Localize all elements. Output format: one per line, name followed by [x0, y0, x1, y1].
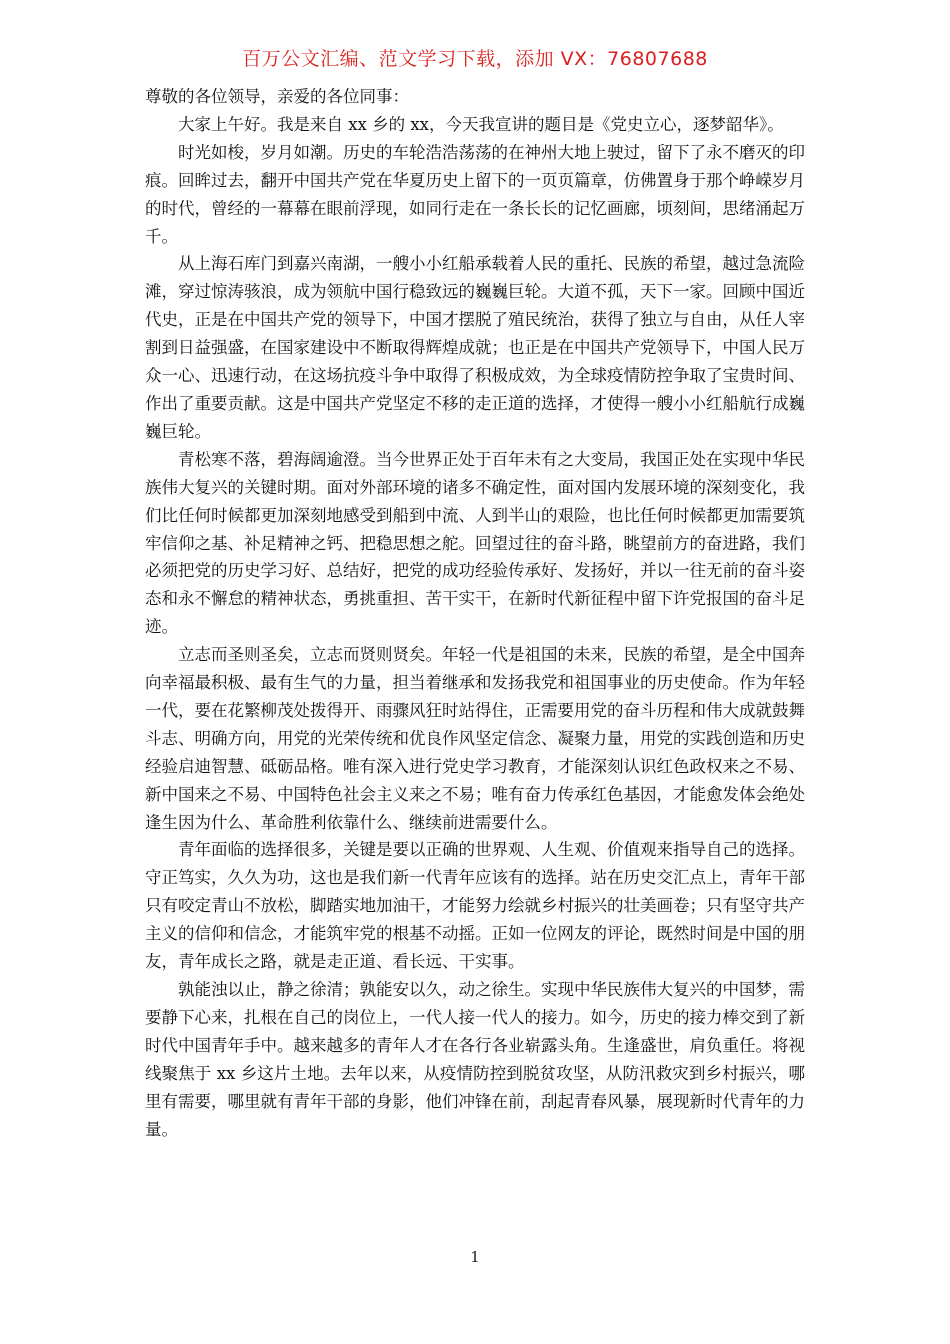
paragraph-greeting: 大家上午好。我是来自 xx 乡的 xx，今天我宣讲的题目是《党史立心，逐梦韶华》。 — [178, 114, 784, 134]
paragraph-red-boat: 从上海石库门到嘉兴南湖，一艘小小红船承载着人民的重托、民族的希望，越过急流险滩，穿过惊涛骇浪，成为领航中国行稳致远的巍巍巨轮。大道不孤，天下一家。回顾中国近代史，正是在中国共产党的领导下，中国才摆脱了殖民统治，获得了独立与自由，从任人宰割到日益强盛，在国家建设中不断取得辉煌成就；也正是在中国共产党领导下，中国人民万众一心、迅速行动，在这场抗疫斗争中取得了积极成效，为全球疫情防控争取了宝贵时间、作出了重要贡献。这是中国共产党坚定不移的走正道的选择，才使得一艘小小红船航行成巍巍巨轮。 — [145, 254, 805, 441]
paragraph-relay: 孰能浊以止，静之徐清；孰能安以久，动之徐生。实现中华民族伟大复兴的中国梦，需要静下心来，扎根在自己的岗位上，一代人接一代人的接力。如今，历史的接力棒交到了新时代中国青年手中。越来越多的青年人才在各行各业崭露头角。生逢盛世，肩负重任。将视线聚焦于 xx 乡这片土地。去年以来，从疫情防控到脱贫攻坚，从防汛救灾到乡村振兴，哪里有需要，哪里就有青年干部的身影，他们冲锋在前，刮起青春风暴，展现新时代青年的力量。 — [145, 980, 805, 1139]
salutation: 尊敬的各位领导，亲爱的各位同事： — [145, 87, 409, 106]
page-number: 1 — [470, 1248, 480, 1266]
paragraph-young-generation: 立志而圣则圣矣，立志而贤则贤矣。年轻一代是祖国的未来，民族的希望，是全中国奔向幸福最积极、最有生气的力量，担当着继承和发扬我党和祖国事业的历史使命。作为年轻一代，要在花繁柳茂处拨得开、雨骤风狂时站得住，正需要用党的奋斗历程和伟大成就鼓舞斗志、明确方向，用党的光荣传统和优良作风坚定信念、凝聚力量，用党的实践创造和历史经验启迪智慧、砥砺品格。唯有深入进行党史学习教育，才能深刻认识红色政权来之不易、新中国来之不易、中国特色社会主义来之不易；唯有奋力传承红色基因，才能愈发体会绝处逢生因为什么、革命胜利依靠什么、继续前进需要什么。 — [145, 645, 805, 832]
document-body — [145, 83, 805, 1143]
paragraph-youth-choice: 青年面临的选择很多，关键是要以正确的世界观、人生观、价值观来指导自己的选择。守正笃实，久久为功，这也是我们新一代青年应该有的选择。站在历史交汇点上，青年干部只有咬定青山不放松，脚踏实地加油干，才能努力绘就乡村振兴的壮美画卷；只有坚守共产主义的信仰和信念，才能筑牢党的根基不动摇。正如一位网友的评论，既然时间是中国的朋友，青年成长之路，就是走正道、看长远、干实事。 — [145, 840, 805, 972]
paragraph-time-flow: 时光如梭，岁月如潮。历史的车轮浩浩荡荡的在神州大地上驶过，留下了永不磨灭的印痕。回眸过去，翻开中国共产党在华夏历史上留下的一页页篇章，仿佛置身于那个峥嵘岁月的时代，曾经的一幕幕在眼前浮现，如同行走在一条长长的记忆画廊，顷刻间，思绪涌起万千。 — [145, 142, 805, 246]
header-banner: 百万公文汇编、范文学习下载，添加 VX：76807688 — [242, 48, 708, 70]
paragraph-great-change: 青松寒不落，碧海阔逾澄。当今世界正处于百年未有之大变局，我国正处在实现中华民族伟大复兴的关键时期。面对外部环境的诸多不确定性，面对国内发展环境的深刻变化，我们比任何时候都更加深刻地感受到船到中流、人到半山的艰险，也比任何时候都更加需要筑牢信仰之基、补足精神之钙、把稳思想之舵。回望过往的奋斗路，眺望前方的奋进路，我们必须把党的历史学习好、总结好，把党的成功经验传承好、发扬好，并以一往无前的奋斗姿态和永不懈怠的精神状态，勇挑重担、苦干实干，在新时代新征程中留下许党报国的奋斗足迹。 — [145, 449, 805, 637]
